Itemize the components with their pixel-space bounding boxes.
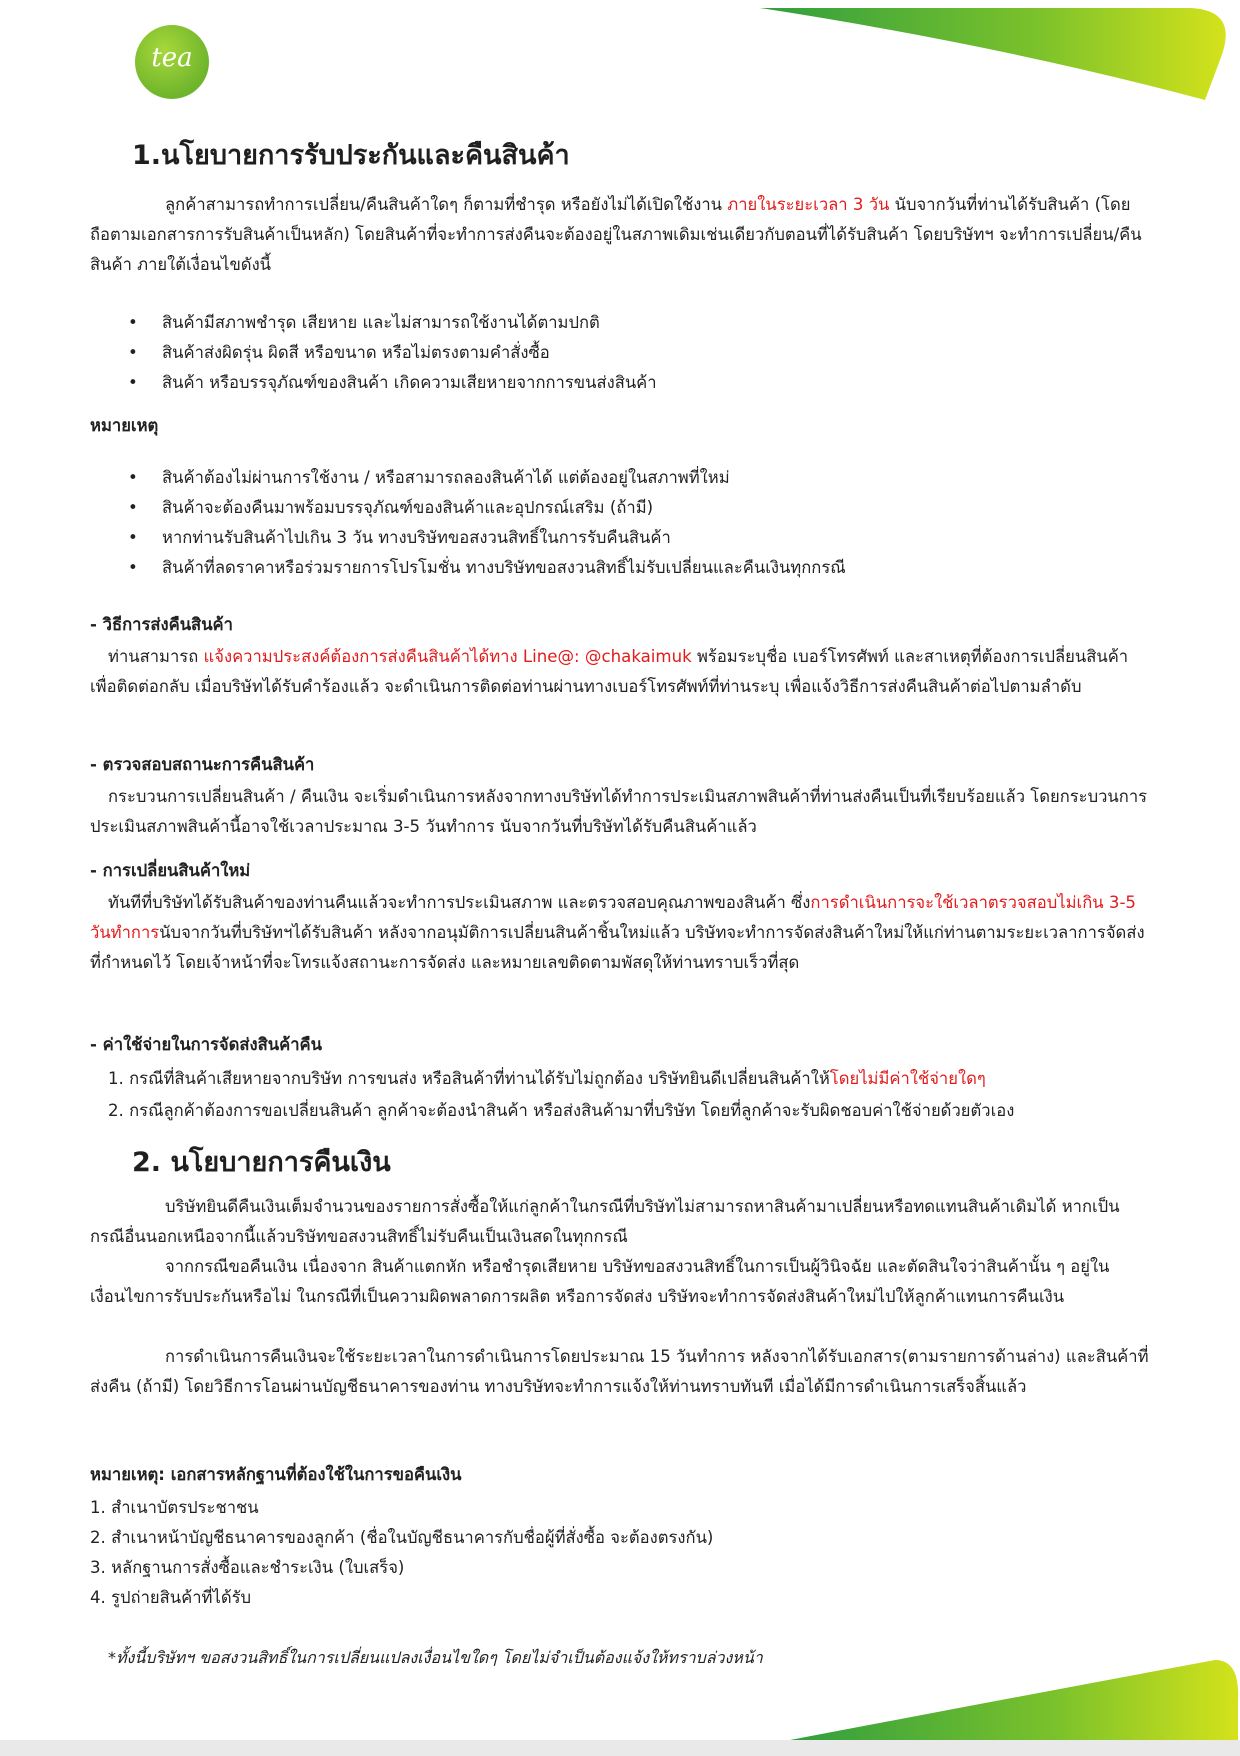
check-status-heading: - ตรวจสอบสถานะการคืนสินค้า bbox=[90, 755, 315, 774]
footnote: *ทั้งนี้บริษัทฯ ขอสงวนสิทธิ์ในการเปลี่ยนแปลงเงื่อนไขใดๆ โดยไม่จำเป็นต้องแจ้งให้ทราบล่วงหน้า bbox=[108, 1648, 763, 1667]
refund-para-1: บริษัทยินดีคืนเงินเต็มจำนวนของรายการสั่งซื้อให้แก่ลูกค้าในกรณีที่บริษัทไม่สามารถหาสินค้ามาเปลี่ยนหรือทดแทนสินค้าเดิมได้ หากเป็นกรณีอื่นนอกเหนือจากนี้แล้วบริษัทขอสงวนสิทธิ์ไม่รับคืนเป็นเงินสดในทุกกรณี bbox=[90, 1197, 1120, 1246]
tea-logo bbox=[135, 25, 209, 99]
shipping-cost-item: 2. กรณีลูกค้าต้องการขอเปลี่ยนสินค้า ลูกค้าจะต้องนำสินค้า หรือส่งสินค้ามาที่บริษัท โดยที่ลูกค้าจะรับผิดชอบค่าใช้จ่ายด้วยตัวเอง bbox=[108, 1101, 1015, 1120]
exchange-text: ทันทีที่บริษัทได้รับสินค้าของท่านคืนแล้วจะทำการประเมินสภาพ และตรวจสอบคุณภาพของสินค้า ซึ่งการดำเนินการจะใช้เวลาตรวจสอบไม่เกิน 3-5 วันทำการนับจากวันที่บริษัทฯได้รับสินค้า หลังจากอนุมัติการเปลี่ยนสินค้าชิ้นใหม่แล้ว บริษัทจะทำการจัดส่งสินค้าใหม่ให้แก่ท่านตามระยะเวลาการจัดส่งที่กำหนดไว้ โดยเจ้าหน้าที่จะโทรแจ้งสถานะการจัดส่ง และหมายเลขติดตามพัสดุให้ท่านทราบเร็วที่สุด bbox=[90, 893, 1145, 972]
section1-intro: ลูกค้าสามารถทำการเปลี่ยน/คืนสินค้าใดๆ ก็ตามที่ชำรุด หรือยังไม่ได้เปิดใช้งาน ภายในระยะเวลา 3 วัน นับจากวันที่ท่านได้รับสินค้า (โดยถือตามเอกสารการรับสินค้าเป็นหลัก) โดยสินค้าที่จะทำการส่งคืนจะต้องอยู่ในสภาพเดิมเช่นเดียวกับตอนที่ได้รับสินค้า โดยบริษัทฯ จะทำการเปลี่ยน/คืนสินค้า ภายใต้เงื่อนไขดังนี้ bbox=[90, 195, 1142, 274]
logo-text: tea bbox=[151, 43, 193, 73]
refund-para-3: การดำเนินการคืนเงินจะใช้ระยะเวลาในการดำเนินการโดยประมาณ 15 วันทำการ หลังจากได้รับเอกสาร(ตามรายการด้านล่าง) และสินค้าที่ส่งคืน (ถ้ามี) โดยวิธีการโอนผ่านบัญชีธนาคารของท่าน ทางบริษัทจะทำการแจ้งให้ท่านทราบทันที เมื่อได้มีการดำเนินการเสร็จสิ้นแล้ว bbox=[90, 1347, 1149, 1396]
exchange-heading: - การเปลี่ยนสินค้าใหม่ bbox=[90, 861, 251, 880]
condition-item: • สินค้ามีสภาพชำรุด เสียหาย และไม่สามารถใช้งานได้ตามปกติ bbox=[128, 313, 600, 332]
return-method-heading: - วิธีการส่งคืนสินค้า bbox=[90, 615, 233, 634]
condition-item: • สินค้าส่งผิดรุ่น ผิดสี หรือขนาด หรือไม่ตรงตามคำสั่งซื้อ bbox=[128, 343, 550, 362]
shipping-cost-heading: - ค่าใช้จ่ายในการจัดส่งสินค้าคืน bbox=[90, 1035, 322, 1054]
check-status-text: กระบวนการเปลี่ยนสินค้า / คืนเงิน จะเริ่มดำเนินการหลังจากทางบริษัทได้ทำการประเมินสภาพสินค้าที่ท่านส่งคืนเป็นที่เรียบร้อยแล้ว โดยกระบวนการประเมินสภาพสินค้านี้อาจใช้เวลาประมาณ 3-5 วันทำการ นับจากวันที่บริษัทได้รับคืนสินค้าแล้ว bbox=[90, 787, 1148, 836]
note-item: • สินค้าต้องไม่ผ่านการใช้งาน / หรือสามารถลองสินค้าได้ แต่ต้องอยู่ในสภาพที่ใหม่ bbox=[128, 468, 730, 487]
no-cost-highlight: โดยไม่มีค่าใช้จ่ายใดๆ bbox=[829, 1069, 986, 1088]
return-method-text: ท่านสามารถ แจ้งความประสงค์ต้องการส่งคืนสินค้าได้ทาง Line@: @chakaimuk พร้อมระบุชื่อ เบอร์โทรศัพท์ และสาเหตุที่ต้องการเปลี่ยนสินค้า เพื่อติดต่อกลับ เมื่อบริษัทได้รับคำร้องแล้ว จะดำเนินการติดต่อท่านผ่านทางเบอร์โทรศัพท์ที่ท่านระบุ เพื่อแจ้งวิธีการส่งคืนสินค้าต่อไปตามลำดับ bbox=[90, 647, 1129, 696]
section1-title: 1.นโยบายการรับประกันและคืนสินค้า bbox=[132, 140, 570, 171]
refund-doc-item: 1. สำเนาบัตรประชาชน bbox=[90, 1498, 259, 1517]
exchange-highlight: การดำเนินการจะใช้เวลาตรวจสอบไม่เกิน 3-5 วันทำการ bbox=[90, 893, 1136, 942]
note-item: • สินค้าที่ลดราคาหรือร่วมรายการโปรโมชั่น ทางบริษัทขอสงวนสิทธิ์ไม่รับเปลี่ยนและคืนเงินทุกกรณี bbox=[128, 558, 846, 577]
refund-doc-item: 3. หลักฐานการสั่งซื้อและชำระเงิน (ใบเสร็จ) bbox=[90, 1558, 405, 1577]
shipping-cost-item: 1. กรณีที่สินค้าเสียหายจากบริษัท การขนส่ง หรือสินค้าที่ท่านได้รับไม่ถูกต้อง บริษัทยินดีเปลี่ยนสินค้าให้โดยไม่มีค่าใช้จ่ายใดๆ bbox=[108, 1069, 986, 1088]
note-label: หมายเหตุ bbox=[90, 416, 159, 435]
section2-title: 2. นโยบายการคืนเงิน bbox=[132, 1147, 391, 1178]
refund-para-2: จากกรณีขอคืนเงิน เนื่องจาก สินค้าแตกหัก หรือชำรุดเสียหาย บริษัทขอสงวนสิทธิ์ในการเป็นผู้วินิจฉัย และตัดสินใจว่าสินค้านั้น ๆ อยู่ในเงื่อนไขการรับประกันหรือไม่ ในกรณีที่เป็นความผิดพลาดการผลิต หรือการจัดส่ง บริษัทจะทำการจัดส่งสินค้าใหม่ไปให้ลูกค้าแทนการคืนเงิน bbox=[90, 1257, 1110, 1306]
refund-doc-item: 4. รูปถ่ายสินค้าที่ได้รับ bbox=[90, 1588, 252, 1607]
intro-highlight: ภายในระยะเวลา 3 วัน bbox=[727, 195, 890, 214]
refund-docs-heading: หมายเหตุ: เอกสารหลักฐานที่ต้องใช้ในการขอคืนเงิน bbox=[90, 1465, 462, 1484]
line-contact: แจ้งความประสงค์ต้องการส่งคืนสินค้าได้ทาง Line@: @chakaimuk bbox=[203, 647, 692, 666]
note-item: • หากท่านรับสินค้าไปเกิน 3 วัน ทางบริษัทขอสงวนสิทธิ์ในการรับคืนสินค้า bbox=[128, 528, 671, 547]
condition-item: • สินค้า หรือบรรจุภัณฑ์ของสินค้า เกิดความเสียหายจากการขนส่งสินค้า bbox=[128, 373, 657, 392]
refund-doc-item: 2. สำเนาหน้าบัญชีธนาคารของลูกค้า (ชื่อในบัญชีธนาคารกับชื่อผู้ที่สั่งซื้อ จะต้องตรงกัน) bbox=[90, 1528, 714, 1547]
note-item: • สินค้าจะต้องคืนมาพร้อมบรรจุภัณฑ์ของสินค้าและอุปกรณ์เสริม (ถ้ามี) bbox=[128, 498, 654, 517]
